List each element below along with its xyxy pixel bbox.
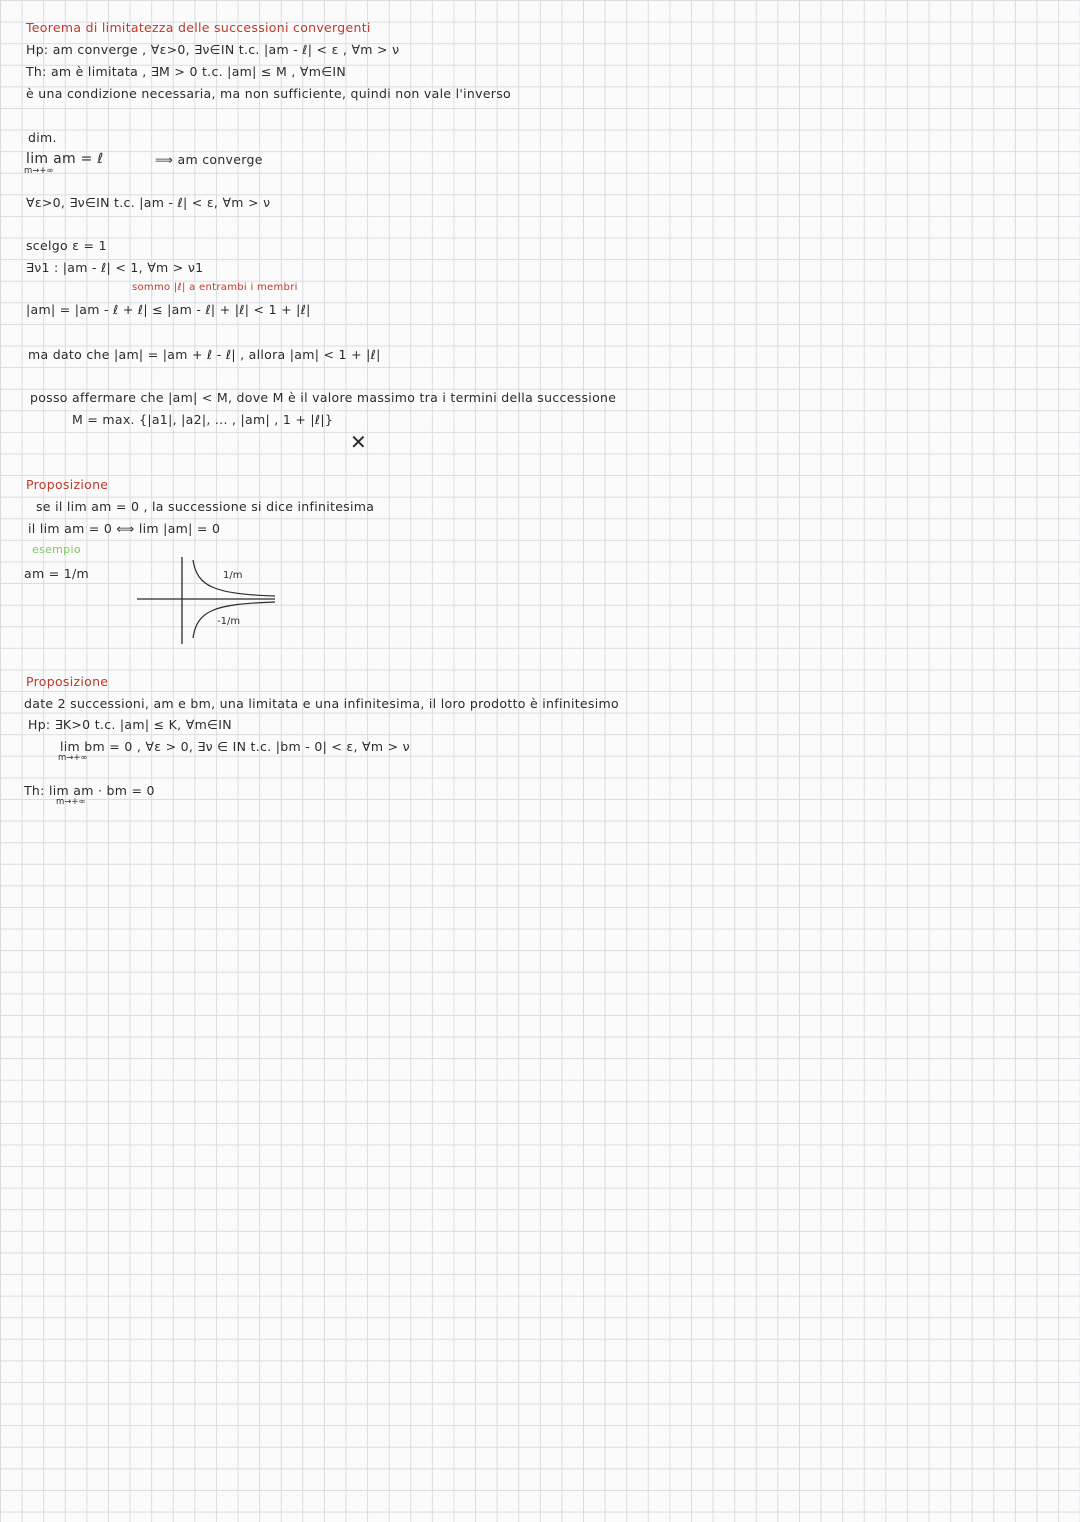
hypothesis-2-subscript: m→+∞: [58, 753, 88, 763]
necessity-note: è una condizione necessaria, ma non sufficiente, quindi non vale l'inverso: [26, 86, 512, 101]
choose-epsilon: scelgo ε = 1: [26, 238, 107, 253]
proposition-2-text: date 2 successioni, am e bm, una limitata e una infinitesima, il loro prodotto è infinitesimo: [24, 696, 619, 711]
example-graph: [135, 552, 285, 647]
graph-label-positive: 1/m: [223, 570, 243, 581]
proposition-1-title: Proposizione: [26, 477, 109, 492]
given-line: ma dato che |am| = |am + ℓ - ℓ| , allora |am| < 1 + |ℓ|: [28, 347, 381, 362]
limit-line: lim am = ℓ: [26, 151, 104, 167]
example-label: esempio: [32, 543, 81, 556]
nu1-line: ∃ν1 : |am - ℓ| < 1, ∀m > ν1: [26, 260, 204, 275]
theorem-title: Teorema di limitatezza delle successioni convergenti: [26, 20, 371, 35]
dim-label: dim.: [28, 130, 57, 145]
converges-arrow-text: ⟹ am converge: [155, 152, 263, 167]
affirm-line: posso affermare che |am| < M, dove M è il valore massimo tra i termini della successione: [30, 390, 617, 405]
epsilon-definition: ∀ε>0, ∃ν∈IN t.c. |am - ℓ| < ε, ∀m > ν: [26, 195, 271, 210]
end-of-proof-mark: ✕: [350, 430, 368, 454]
thesis-2: Th: lim am · bm = 0: [24, 783, 155, 798]
proposition-2-title: Proposizione: [26, 674, 109, 689]
proposition-1-text: se il lim am = 0 , la successione si dice infinitesima: [36, 499, 375, 514]
example-sequence: am = 1/m: [24, 566, 89, 581]
graph-label-negative: -1/m: [217, 616, 241, 627]
hypothesis-2-limit: lim bm = 0 , ∀ε > 0, ∃ν ∈ IN t.c. |bm - 0| < ε, ∀m > ν: [60, 739, 410, 754]
thesis-1: Th: am è limitata , ∃M > 0 t.c. |am| ≤ M , ∀m∈IN: [26, 64, 347, 79]
thesis-2-subscript: m→+∞: [56, 797, 86, 807]
hypothesis-1: Hp: am converge , ∀ε>0, ∃ν∈IN t.c. |am - ℓ| < ε , ∀m > ν: [26, 42, 400, 57]
proposition-1-equivalence: il lim am = 0 ⟺ lim |am| = 0: [28, 521, 221, 536]
hypothesis-2: Hp: ∃K>0 t.c. |am| ≤ K, ∀m∈IN: [28, 717, 232, 732]
max-line: M = max. {|a1|, |a2|, ... , |am| , 1 + |ℓ|}: [72, 412, 334, 427]
limit-subscript: m→+∞: [24, 166, 54, 176]
inequality-chain: |am| = |am - ℓ + ℓ| ≤ |am - ℓ| + |ℓ| < 1 + |ℓ|: [26, 302, 311, 317]
add-note: sommo |ℓ| a entrambi i membri: [132, 282, 298, 293]
